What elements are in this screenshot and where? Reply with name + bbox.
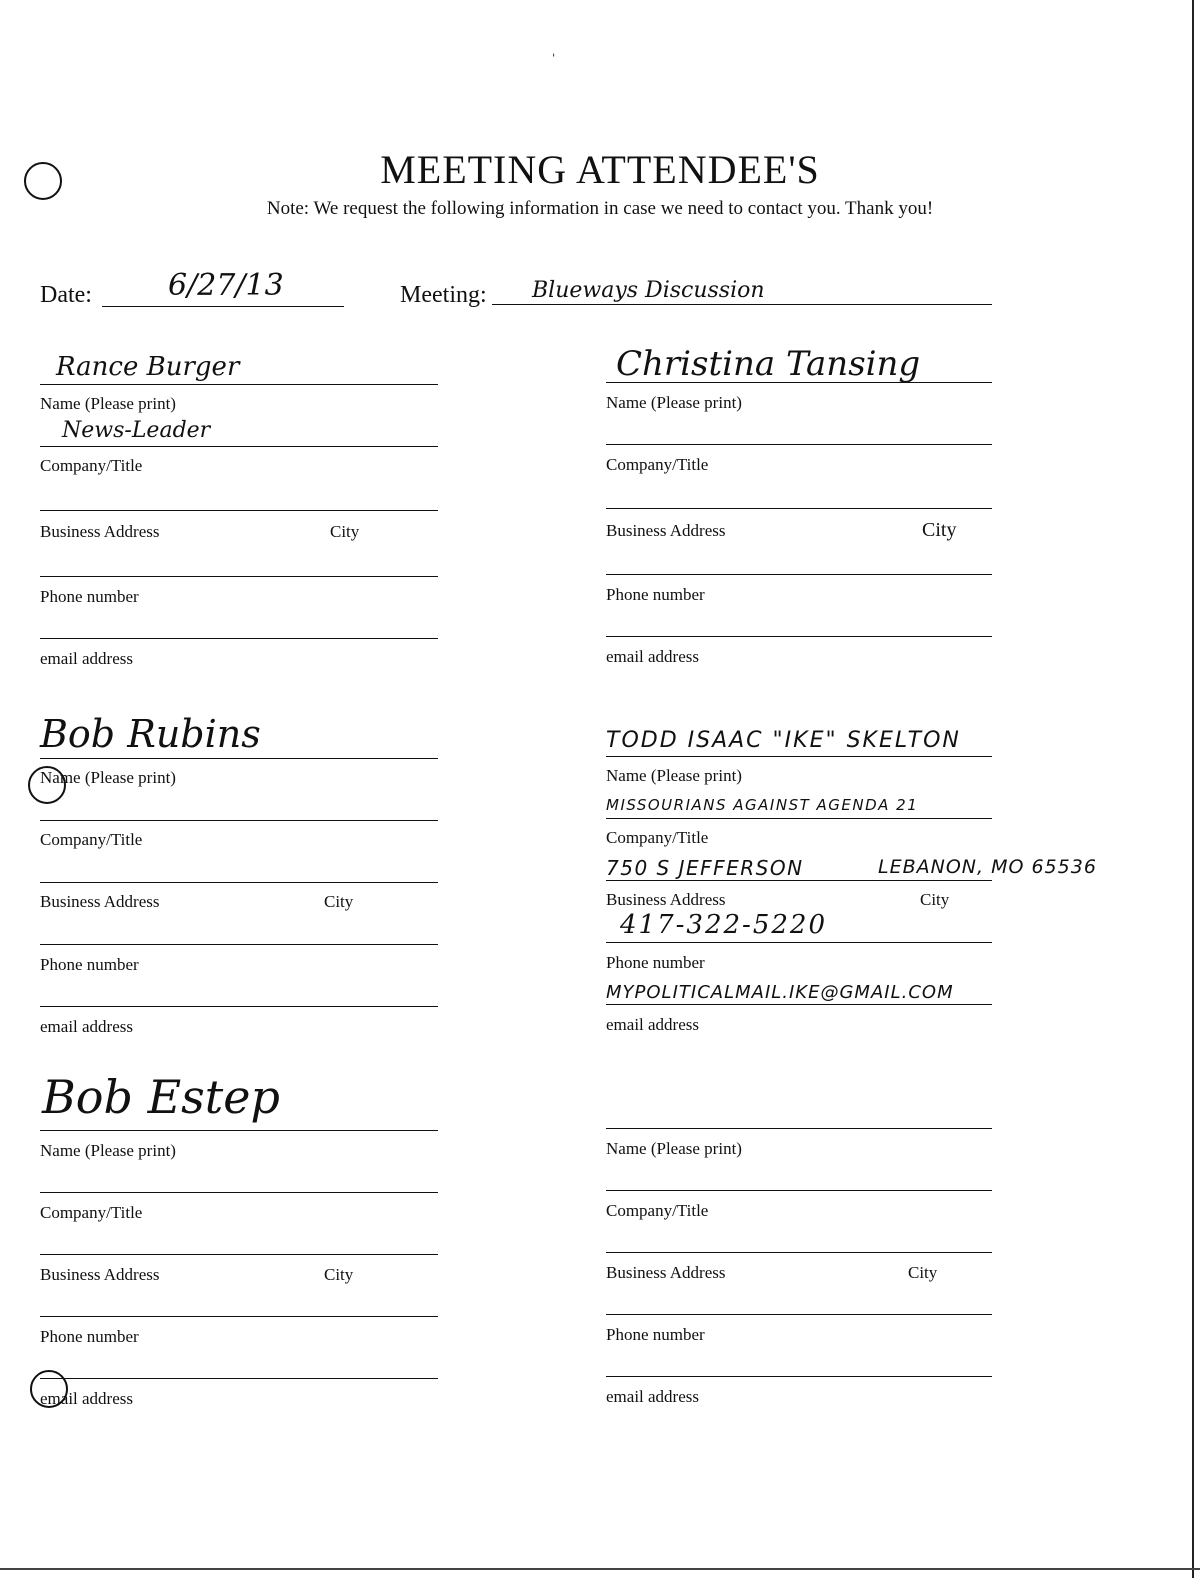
date-label: Date: — [40, 282, 92, 308]
phone-label: Phone number — [606, 585, 705, 604]
attendee-name-field[interactable]: Rance Burger — [56, 352, 240, 382]
meeting-field-line — [492, 304, 992, 305]
page-edge — [1192, 0, 1194, 1578]
date-field-line — [102, 306, 344, 307]
name-line — [40, 384, 438, 385]
city-label: City — [908, 1263, 938, 1282]
stray-mark: ˌ — [552, 44, 556, 58]
company-label: Company/Title — [606, 828, 709, 847]
name-line — [606, 1128, 992, 1129]
phone-line — [40, 576, 438, 577]
company-label: Company/Title — [40, 830, 143, 849]
page-bottom-edge — [0, 1568, 1200, 1570]
attendee-name-field[interactable]: Christina Tansing — [616, 344, 921, 384]
email-label: email address — [40, 649, 133, 668]
email-label: email address — [40, 1389, 133, 1408]
company-label: Company/Title — [606, 455, 709, 474]
company-line — [606, 1190, 992, 1191]
phone-line — [40, 1316, 438, 1317]
email-line — [40, 1378, 438, 1379]
name-line — [40, 758, 438, 759]
phone-line — [606, 574, 992, 575]
phone-label: Phone number — [40, 587, 139, 606]
name-label: Name (Please print) — [606, 1139, 742, 1158]
address-line — [606, 1252, 992, 1253]
email-line — [40, 1006, 438, 1007]
attendee-city-field[interactable]: LEBANON, MO 65536 — [878, 856, 1097, 878]
city-label: City — [330, 522, 360, 541]
meeting-label: Meeting: — [400, 282, 487, 308]
phone-line — [606, 1314, 992, 1315]
address-label: Business Address — [606, 890, 726, 909]
address-line — [40, 510, 438, 511]
attendee-company-field[interactable]: News-Leader — [62, 418, 211, 443]
company-line — [606, 818, 992, 819]
phone-label: Phone number — [606, 953, 705, 972]
company-line — [40, 820, 438, 821]
name-label: Name (Please print) — [40, 768, 176, 787]
attendee-phone-field[interactable]: 417-322-5220 — [620, 910, 827, 940]
address-line — [606, 880, 992, 881]
address-line — [606, 508, 992, 509]
email-line — [606, 1376, 992, 1377]
name-line — [40, 1130, 438, 1131]
phone-line — [40, 944, 438, 945]
address-line — [40, 882, 438, 883]
name-label: Name (Please print) — [40, 1141, 176, 1160]
email-label: email address — [606, 1015, 699, 1034]
phone-label: Phone number — [606, 1325, 705, 1344]
company-line — [40, 1192, 438, 1193]
name-label: Name (Please print) — [40, 394, 176, 413]
email-label: email address — [606, 1387, 699, 1406]
address-label: Business Address — [40, 892, 160, 911]
phone-line — [606, 942, 992, 943]
city-label: City — [920, 890, 950, 909]
city-label: City — [922, 519, 957, 541]
address-line — [40, 1254, 438, 1255]
address-label: Business Address — [40, 522, 160, 541]
name-line — [606, 756, 992, 757]
company-label: Company/Title — [40, 1203, 143, 1222]
city-label: City — [324, 1265, 354, 1284]
email-line — [606, 1004, 992, 1005]
attendee-address-field[interactable]: 750 S JEFFERSON — [606, 856, 804, 880]
phone-label: Phone number — [40, 1327, 139, 1346]
email-line — [40, 638, 438, 639]
address-label: Business Address — [606, 521, 726, 540]
address-label: Business Address — [606, 1263, 726, 1282]
form-title: MEETING ATTENDEE'S — [380, 147, 820, 192]
company-line — [40, 446, 438, 447]
email-line — [606, 636, 992, 637]
date-field[interactable]: 6/27/13 — [168, 268, 284, 303]
name-label: Name (Please print) — [606, 766, 742, 785]
company-label: Company/Title — [606, 1201, 709, 1220]
phone-label: Phone number — [40, 955, 139, 974]
attendee-email-field[interactable]: MYPOLITICALMAIL.IKE@GMAIL.COM — [606, 982, 954, 1003]
form-note: Note: We request the following information in case we need to contact you. Thank you! — [266, 198, 934, 219]
city-label: City — [324, 892, 354, 911]
company-line — [606, 444, 992, 445]
address-label: Business Address — [40, 1265, 160, 1284]
attendee-name-field[interactable]: Bob Estep — [42, 1070, 280, 1124]
name-line — [606, 382, 992, 383]
attendee-name-field[interactable]: TODD ISAAC "IKE" SKELTON — [606, 728, 961, 753]
attendee-company-field[interactable]: MISSOURIANS AGAINST AGENDA 21 — [606, 796, 919, 814]
email-label: email address — [40, 1017, 133, 1036]
email-label: email address — [606, 647, 699, 666]
name-label: Name (Please print) — [606, 393, 742, 412]
attendee-name-field[interactable]: Bob Rubins — [40, 712, 261, 756]
company-label: Company/Title — [40, 456, 143, 475]
meeting-field[interactable]: Blueways Discussion — [532, 278, 765, 303]
